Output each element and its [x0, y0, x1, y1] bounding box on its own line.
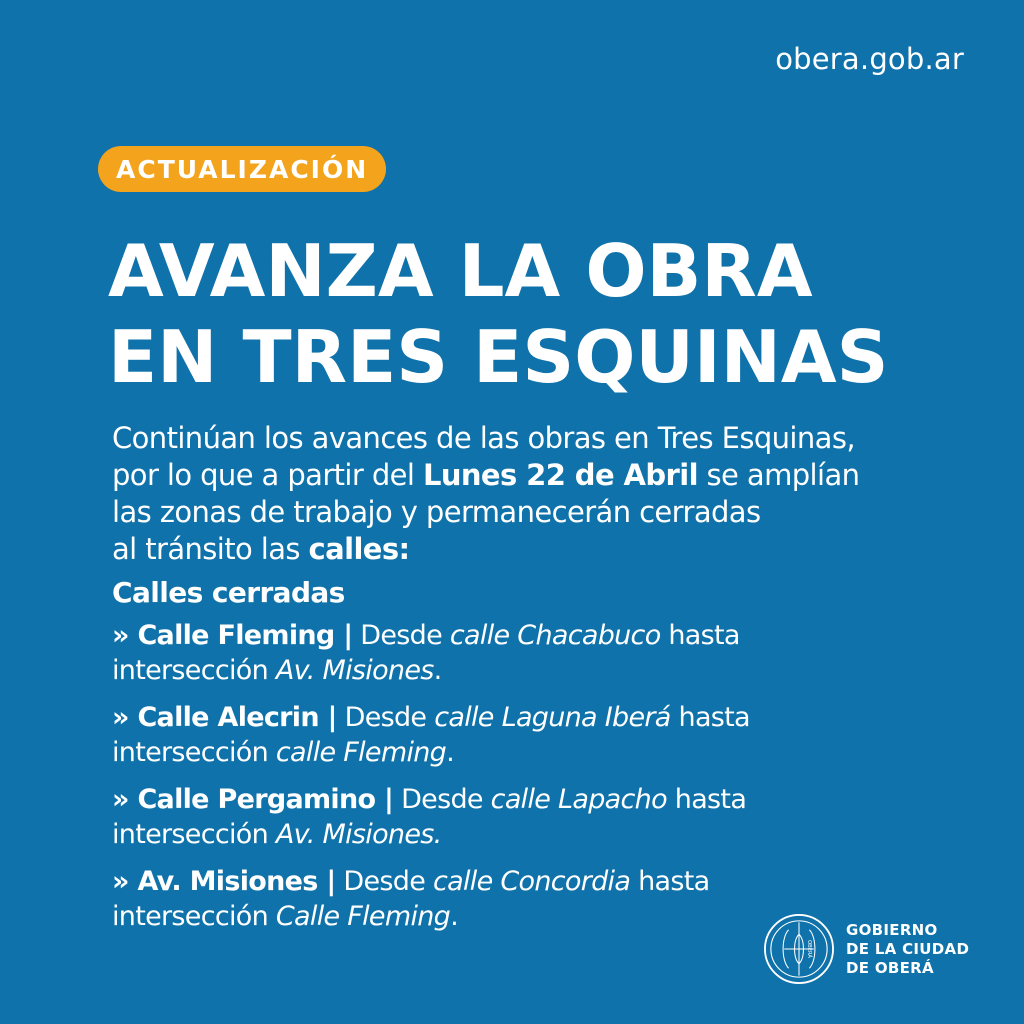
closure-from: calle Chacabuco	[449, 620, 661, 651]
closure-to: Av. Misiones.	[275, 819, 442, 850]
closure-to: Av. Misiones	[275, 655, 434, 686]
headline-line-1: AVANZA LA OBRA	[108, 229, 813, 313]
logo-line-1: GOBIERNO	[846, 920, 938, 939]
closure-from: calle Lapacho	[490, 784, 667, 815]
closure-item	[112, 700, 912, 770]
headline-line-2: EN TRES ESQUINAS	[108, 315, 889, 399]
closure-from: calle Laguna Iberá	[434, 702, 671, 733]
closure-to-label: hasta	[630, 866, 710, 897]
closure-from-label: Desde	[352, 620, 450, 651]
closure-from-label: Desde	[336, 702, 435, 733]
closure-to-label: hasta	[660, 620, 740, 651]
government-logo	[762, 912, 969, 986]
site-url: obera.gob.ar	[775, 42, 964, 76]
closure-street: » Calle Pergamino |	[112, 784, 394, 815]
closure-item	[112, 618, 912, 688]
closure-street: » Av. Misiones |	[112, 866, 336, 897]
closure-intersection-label: intersección	[112, 901, 276, 932]
closure-intersection-label: intersección	[112, 655, 276, 686]
closure-street: » Calle Fleming |	[112, 620, 353, 651]
closure-to-label: hasta	[670, 702, 750, 733]
closures-title: Calles cerradas	[112, 576, 345, 609]
logo-text	[846, 921, 969, 978]
closure-to: calle Fleming	[275, 737, 447, 768]
badge-label: ACTUALIZACIÓN	[116, 154, 369, 184]
intro-line-4-start: al tránsito las	[112, 532, 309, 566]
intro-line-1: Continúan los avances de las obras en Tres Esquinas,	[112, 421, 855, 455]
closure-from: calle Concordia	[432, 866, 631, 897]
closure-end: .	[450, 901, 458, 932]
intro-line-2-end: se amplían	[697, 458, 860, 492]
closure-end: .	[446, 737, 454, 768]
closure-intersection-label: intersección	[112, 737, 276, 768]
headline	[108, 228, 889, 400]
closure-to: Calle Fleming	[275, 901, 451, 932]
intro-line-3: las zonas de trabajo y permanecerán cerradas	[112, 495, 761, 529]
closure-from-label: Desde	[393, 784, 491, 815]
logo-line-3: DE OBERÁ	[846, 958, 934, 977]
intro-line-2	[112, 457, 872, 494]
update-badge	[98, 146, 386, 192]
seal-text: OBERÁ	[805, 940, 812, 958]
closure-item	[112, 782, 912, 852]
closure-to-label: hasta	[666, 784, 747, 815]
intro-line-4	[112, 531, 872, 568]
intro-paragraph	[112, 420, 872, 568]
intro-date: Lunes 22 de Abril	[422, 458, 698, 492]
closure-from-label: Desde	[335, 866, 433, 897]
logo-line-2: DE LA CIUDAD	[846, 939, 970, 958]
closure-street: » Calle Alecrin |	[112, 702, 337, 733]
closure-intersection-label: intersección	[112, 819, 276, 850]
intro-streets-word: calles:	[308, 532, 410, 566]
closures-list	[112, 618, 912, 946]
city-seal-icon	[762, 912, 836, 986]
closure-end: .	[433, 655, 442, 686]
intro-line-2-start: por lo que a partir del	[112, 458, 423, 492]
